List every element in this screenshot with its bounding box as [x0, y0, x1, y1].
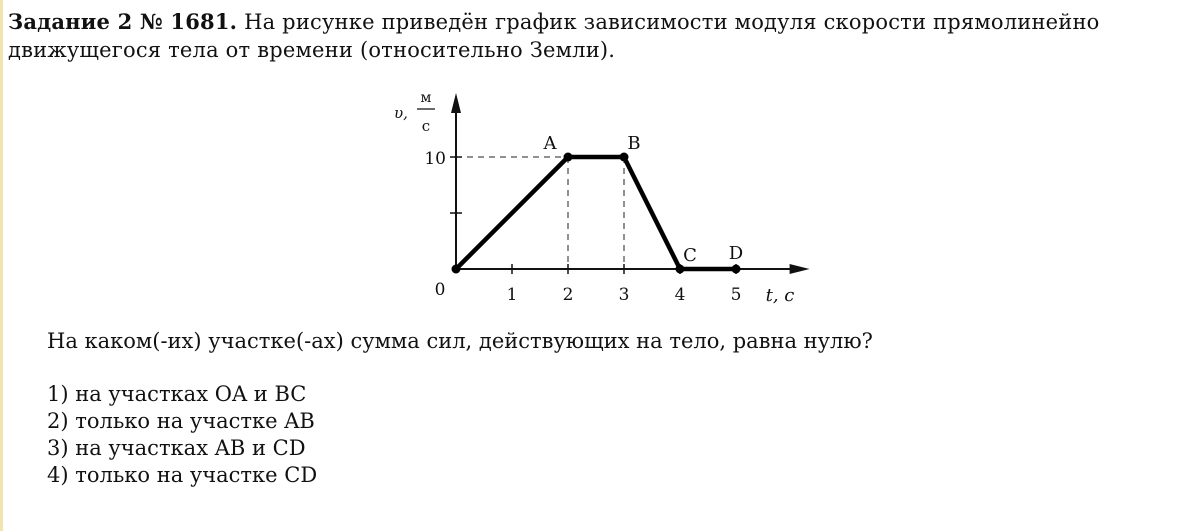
left-accent-bar — [0, 0, 3, 531]
ticks — [424, 149, 744, 305]
answer-option-3[interactable]: 3) на участках AB и CD — [47, 436, 306, 460]
axes — [451, 93, 810, 274]
y-axis-label: υ, — [394, 104, 408, 122]
velocity-time-chart — [370, 85, 820, 310]
series — [452, 153, 744, 274]
point-D — [732, 265, 741, 274]
x-tick-label-2: 2 — [562, 285, 574, 305]
task-text: На рисунке приведён график зависимости модуля скорости прямолинейно движущегося тела от времени (относительно Земли). — [8, 10, 1100, 62]
answer-option-4[interactable]: 4) только на участке CD — [47, 463, 318, 487]
task-statement — [8, 8, 1194, 64]
answer-list — [47, 381, 317, 489]
y-axis-arrow — [451, 93, 461, 113]
origin-label: 0 — [434, 280, 446, 300]
task-label: Задание 2 № 1681. — [8, 9, 238, 34]
y-tick-label-10: 10 — [424, 149, 446, 169]
question-text: На каком(-их) участке(-ах) сумма сил, действующих на тело, равна нулю? — [47, 329, 873, 353]
point-A — [564, 153, 573, 162]
y-unit-denominator: с — [421, 117, 431, 135]
x-tick-label-5: 5 — [730, 285, 742, 305]
y-unit-numerator: м — [420, 90, 432, 106]
answer-option-2[interactable]: 2) только на участке AB — [47, 409, 315, 433]
labels — [394, 90, 794, 306]
x-axis-arrow — [790, 264, 810, 274]
x-tick-label-3: 3 — [618, 285, 630, 305]
point-label-A: A — [543, 133, 557, 154]
point-label-D: D — [728, 243, 744, 264]
point-label-C: C — [683, 245, 697, 266]
x-tick-label-4: 4 — [674, 285, 686, 305]
point-O — [452, 265, 461, 274]
x-tick-label-1: 1 — [506, 285, 518, 305]
x-axis-label: t, с — [765, 285, 795, 306]
point-label-B: B — [627, 133, 641, 154]
guide-lines — [456, 157, 624, 269]
answer-option-1[interactable]: 1) на участках OA и BC — [47, 382, 307, 406]
